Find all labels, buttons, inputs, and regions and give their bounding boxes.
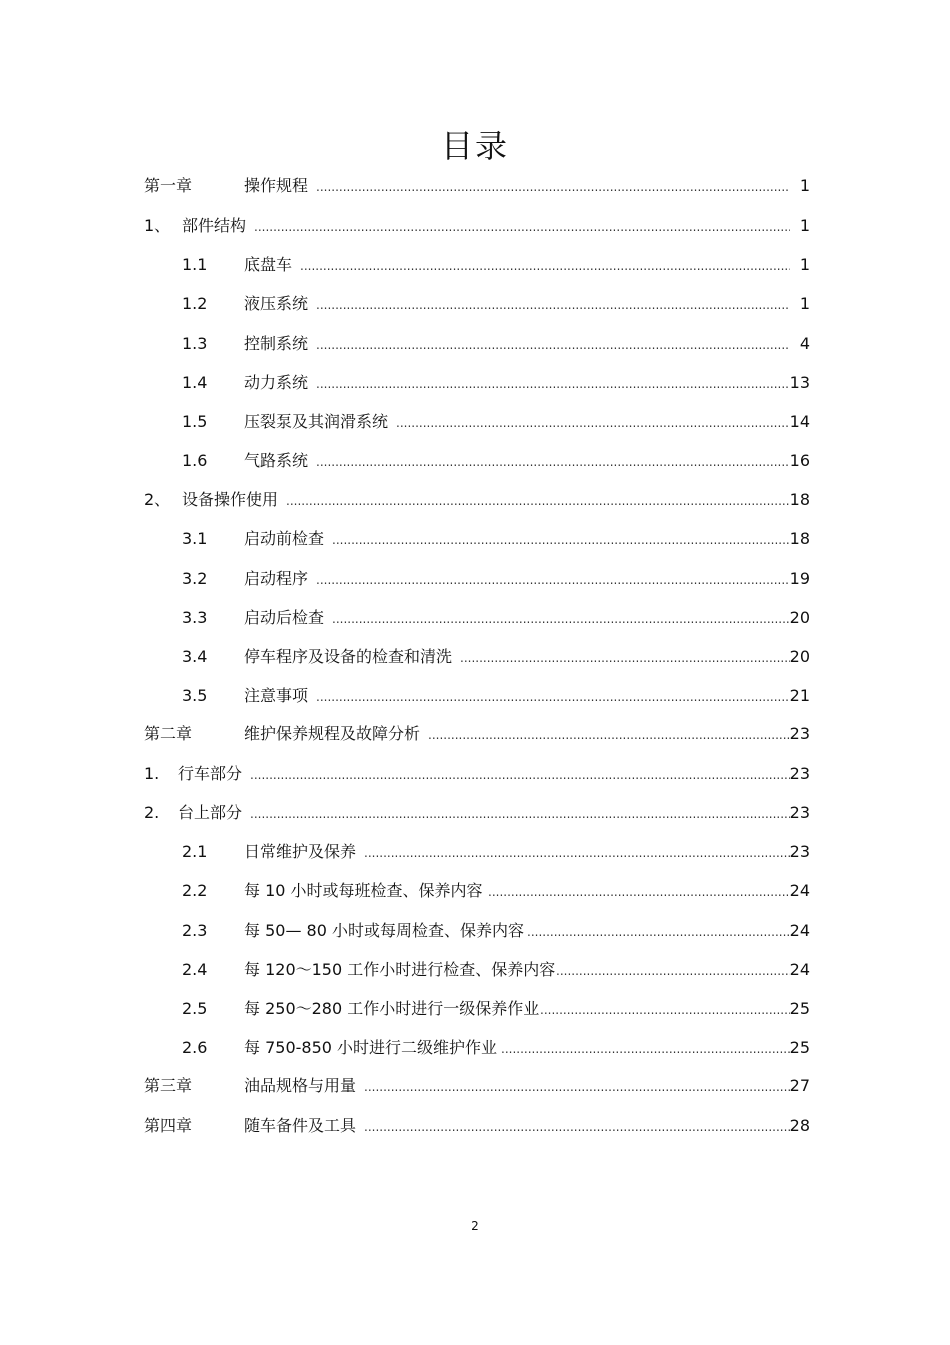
- toc-entry[interactable]: [0, 566, 950, 592]
- toc-entry-title: 注意事项: [244, 686, 309, 705]
- toc-entry[interactable]: [0, 721, 950, 747]
- toc-entry-title: 维护保养规程及故障分析: [244, 724, 421, 743]
- toc-entry-page: 28: [789, 1116, 810, 1135]
- toc-entry[interactable]: [0, 213, 950, 239]
- toc-entry[interactable]: [0, 526, 950, 552]
- toc-entry-number: 1.3: [182, 334, 208, 353]
- toc-entry-title: 操作规程: [244, 176, 309, 195]
- dot-leader: [250, 761, 790, 787]
- toc-entry-number: 3.3: [182, 608, 208, 627]
- toc-entry-number: 3.1: [182, 529, 208, 548]
- toc-entry-page: 18: [789, 529, 810, 548]
- toc-entry-number: 1.4: [182, 373, 208, 392]
- toc-entry-number: 1.: [144, 764, 160, 783]
- toc-entry-title: 动力系统: [244, 373, 309, 392]
- toc-entry-page: 1: [799, 216, 810, 235]
- toc-entry[interactable]: [0, 252, 950, 278]
- toc-entry-title: 每 50— 80 小时或每周检查、保养内容: [244, 921, 524, 940]
- toc-entry-number: 第一章: [144, 176, 193, 195]
- dot-leader: [316, 566, 790, 592]
- toc-entry-number: 2.6: [182, 1038, 208, 1057]
- toc-entry-page: 18: [789, 490, 810, 509]
- toc-entry[interactable]: [0, 173, 950, 199]
- toc-entry-title: 底盘车: [244, 255, 293, 274]
- toc-entry-page: 23: [789, 764, 810, 783]
- dot-leader: [286, 487, 790, 513]
- dot-leader: [332, 526, 790, 552]
- dot-leader: [428, 721, 790, 747]
- toc-entry-title: 每 750-850 小时进行二级维护作业: [244, 1038, 498, 1057]
- page-number: 2: [471, 1219, 479, 1233]
- toc-entry-page: 23: [789, 842, 810, 861]
- dot-leader: [316, 683, 790, 709]
- toc-entry-title: 行车部分: [178, 764, 243, 783]
- toc-entry-page: 1: [799, 255, 810, 274]
- toc-entry-title: 油品规格与用量: [244, 1076, 357, 1095]
- toc-entry-title: 停车程序及设备的检查和清洗: [244, 647, 453, 666]
- toc-entry-number: 第三章: [144, 1076, 193, 1095]
- toc-entry[interactable]: [0, 996, 950, 1022]
- dot-leader: [396, 409, 790, 435]
- toc-entry-number: 2.2: [182, 881, 208, 900]
- toc-entry-number: 1.1: [182, 255, 208, 274]
- toc-entry-page: 23: [789, 724, 810, 743]
- dot-leader: [300, 252, 790, 278]
- toc-entry-page: 24: [789, 881, 810, 900]
- toc-entry[interactable]: [0, 331, 950, 357]
- toc-entry-title: 台上部分: [178, 803, 243, 822]
- dot-leader: [254, 213, 790, 239]
- toc-entry-title: 压裂泵及其润滑系统: [244, 412, 389, 431]
- toc-entry-page: 13: [789, 373, 810, 392]
- toc-entry-page: 23: [789, 803, 810, 822]
- dot-leader: [501, 1035, 790, 1061]
- toc-entry[interactable]: [0, 1035, 950, 1061]
- toc-entry-number: 3.4: [182, 647, 208, 666]
- dot-leader: [540, 996, 790, 1022]
- toc-entry[interactable]: [0, 878, 950, 904]
- toc-entry-number: 1、: [144, 216, 171, 235]
- toc-entry-title: 每 10 小时或每班检查、保养内容: [244, 881, 483, 900]
- toc-entry-page: 27: [789, 1076, 810, 1095]
- toc-entry-title: 液压系统: [244, 294, 309, 313]
- dot-leader: [488, 878, 790, 904]
- toc-entry[interactable]: [0, 1113, 950, 1139]
- dot-leader: [527, 918, 790, 944]
- toc-entry-page: 25: [789, 1038, 810, 1057]
- toc-entry-number: 第四章: [144, 1116, 193, 1135]
- toc-entry-title: 部件结构: [182, 216, 247, 235]
- toc-entry-title: 启动后检查: [244, 608, 325, 627]
- toc-entry[interactable]: [0, 1073, 950, 1099]
- toc-title: 目录: [440, 127, 509, 165]
- toc-entry-page: 4: [799, 334, 810, 353]
- toc-entry[interactable]: [0, 605, 950, 631]
- toc-entry-page: 1: [799, 294, 810, 313]
- dot-leader: [316, 448, 790, 474]
- dot-leader: [316, 370, 790, 396]
- toc-entry-page: 25: [789, 999, 810, 1018]
- toc-entry-title: 每 120～150 工作小时进行检查、保养内容: [244, 960, 556, 979]
- toc-entry-page: 20: [789, 647, 810, 666]
- toc-entry-page: 19: [789, 569, 810, 588]
- toc-entry-title: 控制系统: [244, 334, 309, 353]
- toc-entry[interactable]: [0, 683, 950, 709]
- toc-entry-number: 1.6: [182, 451, 208, 470]
- toc-entry-number: 第二章: [144, 724, 193, 743]
- toc-entry-title: 启动前检查: [244, 529, 325, 548]
- toc-entry-page: 16: [789, 451, 810, 470]
- toc-entry-title: 设备操作使用: [182, 490, 279, 509]
- toc-entry-number: 2.4: [182, 960, 208, 979]
- toc-entry-number: 1.5: [182, 412, 208, 431]
- toc-entry-page: 21: [789, 686, 810, 705]
- toc-entry-page: 24: [789, 960, 810, 979]
- dot-leader: [316, 331, 790, 357]
- toc-entry-title: 每 250～280 工作小时进行一级保养作业: [244, 999, 540, 1018]
- toc-entry[interactable]: [0, 839, 950, 865]
- toc-entry[interactable]: [0, 644, 950, 670]
- toc-entry[interactable]: [0, 291, 950, 317]
- dot-leader: [556, 957, 790, 983]
- toc-entry[interactable]: [0, 487, 950, 513]
- toc-entry[interactable]: [0, 918, 950, 944]
- toc-entry-number: 1.2: [182, 294, 208, 313]
- toc-entry[interactable]: [0, 370, 950, 396]
- toc-entry-number: 3.2: [182, 569, 208, 588]
- toc-entry[interactable]: [0, 761, 950, 787]
- toc-entry-page: 14: [789, 412, 810, 431]
- toc-entry-number: 2.3: [182, 921, 208, 940]
- dot-leader: [460, 644, 790, 670]
- toc-entry-title: 日常维护及保养: [244, 842, 357, 861]
- toc-entry-number: 3.5: [182, 686, 208, 705]
- toc-entry-number: 2.1: [182, 842, 208, 861]
- dot-leader: [364, 1113, 790, 1139]
- toc-entry-title: 启动程序: [244, 569, 309, 588]
- toc-entry[interactable]: [0, 448, 950, 474]
- dot-leader: [364, 839, 790, 865]
- dot-leader: [364, 1073, 790, 1099]
- toc-entry[interactable]: [0, 957, 950, 983]
- toc-entry-title: 气路系统: [244, 451, 309, 470]
- toc-entry[interactable]: [0, 800, 950, 826]
- dot-leader: [250, 800, 790, 826]
- toc-entry-page: 24: [789, 921, 810, 940]
- toc-entry-title: 随车备件及工具: [244, 1116, 357, 1135]
- toc-entry-number: 2.5: [182, 999, 208, 1018]
- toc-entry-page: 20: [789, 608, 810, 627]
- toc-entry[interactable]: [0, 409, 950, 435]
- toc-entry-number: 2.: [144, 803, 160, 822]
- dot-leader: [316, 291, 790, 317]
- toc-entry-number: 2、: [144, 490, 171, 509]
- dot-leader: [316, 173, 790, 199]
- dot-leader: [332, 605, 790, 631]
- toc-entry-page: 1: [799, 176, 810, 195]
